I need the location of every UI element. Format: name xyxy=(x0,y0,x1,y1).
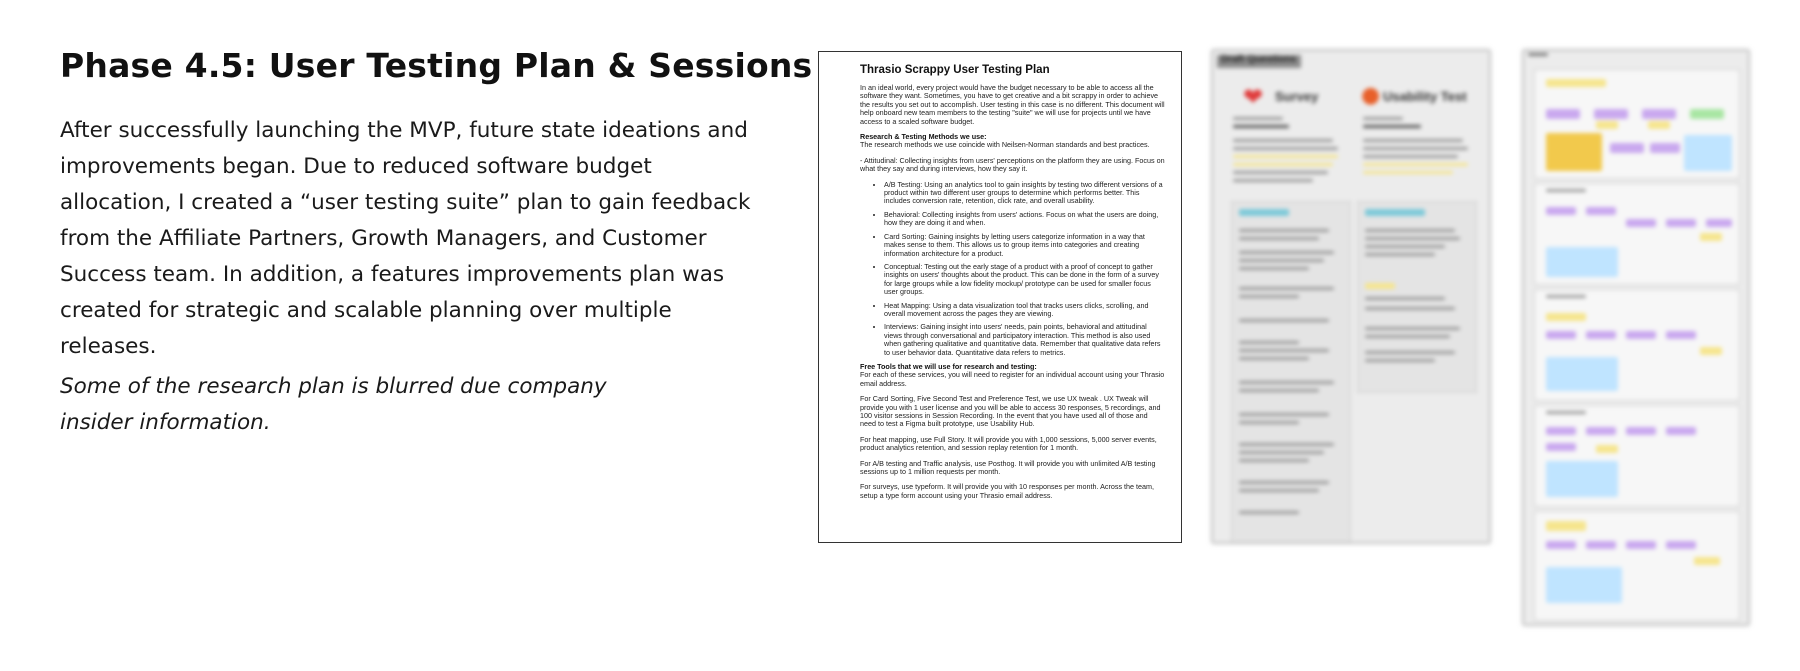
text-line xyxy=(1239,389,1319,392)
text-line xyxy=(1239,237,1319,240)
sticky-note xyxy=(1626,427,1656,435)
usability-test-label: Usability Test xyxy=(1383,89,1467,104)
sticky-note xyxy=(1546,133,1602,171)
sticky-note xyxy=(1666,541,1696,549)
text-line xyxy=(1233,139,1333,142)
tools-heading: Free Tools that we will use for research and testing: xyxy=(860,361,1037,371)
sticky-note xyxy=(1546,427,1576,435)
column-header-chip xyxy=(1239,209,1289,216)
drop-icon: ● xyxy=(1361,83,1381,108)
board-tag xyxy=(1528,53,1548,56)
text-line xyxy=(1363,155,1458,158)
group-title xyxy=(1546,411,1586,414)
method-item: • Behavioral: Collecting insights from users' actions. Focus on what the users are doing, how they are doing it and when. xyxy=(884,211,1165,228)
text-line xyxy=(1365,229,1455,232)
sticky-note xyxy=(1642,109,1676,119)
text-line xyxy=(1363,117,1403,120)
sticky-note xyxy=(1586,331,1616,339)
group-title xyxy=(1546,295,1586,298)
sticky-note xyxy=(1684,135,1732,171)
text-line xyxy=(1365,359,1435,362)
text-line xyxy=(1365,245,1445,248)
method-item: • Heat Mapping: Using a data visualization tool that tracks users clicks, scrolling, and overall movement across the pages they are viewing. xyxy=(884,302,1165,319)
draft-questions-label: Draft Questions xyxy=(1221,54,1297,65)
sticky-note xyxy=(1594,109,1628,119)
text-line xyxy=(1239,413,1329,416)
board-label-tag xyxy=(1217,55,1301,68)
sticky-note xyxy=(1610,143,1644,153)
text-line xyxy=(1239,443,1334,446)
text-line xyxy=(1233,179,1313,182)
sticky-note xyxy=(1694,557,1720,565)
text-line xyxy=(1239,451,1324,454)
sticky-note xyxy=(1546,79,1606,87)
sticky-note xyxy=(1650,143,1680,153)
sticky-note xyxy=(1648,121,1670,129)
sticky-note xyxy=(1626,541,1656,549)
text-line xyxy=(1239,481,1329,484)
text-line xyxy=(1239,381,1334,384)
highlight-line xyxy=(1363,163,1468,166)
text-line xyxy=(1365,335,1450,338)
text-line xyxy=(1365,327,1460,330)
text-line xyxy=(1239,421,1299,424)
sticky-note xyxy=(1690,109,1724,119)
sticky-note xyxy=(1666,427,1696,435)
sticky-note xyxy=(1700,233,1722,241)
sticky-note xyxy=(1596,121,1618,129)
intro-paragraph: After successfully launching the MVP, future state ideations and improvements began. Due to reduced software budget allocation, I created a “user testing suite” plan to gain feedback from the Affiliate Partners, Growth Managers, and Customer Success team. In addition, a features improvements plan was created for strategic and scalable planning over multiple releases. xyxy=(60,118,751,359)
highlight-line xyxy=(1363,171,1453,174)
blur-disclaimer: Some of the research plan is blurred due company insider information. xyxy=(60,374,607,435)
tool-paragraph: For heat mapping, use Full Story. It will provide you with 1,000 sessions, 5,000 server events, product analytics retention, and session replay retention for 1 month. xyxy=(860,434,1157,453)
page-title: Phase 4.5: User Testing Plan & Sessions xyxy=(60,46,813,85)
document-intro: In an ideal world, every project would have the budget necessary to be able to access all the software they want. Sometimes, you have to get creative and a bit scrappy in order to achieve the results you set out to accomplish. User testing in this case is no different. This document will help onboard new team members to the testing "suite" we will use for projects until we have access to a scaled software budget. xyxy=(860,83,1165,126)
method-item: • A/B Testing: Using an analytics tool to gain insights by testing two different versions of a product within two different user groups to determine which performs better. This includes conversion rate, retention, click rate, and overall usability. xyxy=(884,181,1165,206)
sticky-note xyxy=(1666,219,1696,227)
sticky-note xyxy=(1586,541,1616,549)
highlight-line xyxy=(1233,163,1333,166)
method-item: • Interviews: Gaining insight into users' needs, pain points, behavioral and attitudinal views through conversational and participatory interaction. This method is also used when gathering qualitative and quantitative data. Remember that qualitative data refers to user behavior data. Quantitative data refers to metrics. xyxy=(884,323,1165,357)
sticky-note xyxy=(1546,521,1586,531)
sticky-note xyxy=(1546,461,1618,497)
sticky-note xyxy=(1546,109,1580,119)
sticky-note xyxy=(1546,247,1618,277)
tools-intro: For each of these services, you will need to register for an individual account using your Thrasio email address. xyxy=(860,370,1165,388)
text-line xyxy=(1239,267,1309,270)
text-line xyxy=(1363,125,1421,128)
text-line xyxy=(1365,351,1455,354)
text-line xyxy=(1239,459,1309,462)
survey-label: Survey xyxy=(1275,89,1319,104)
attitudinal-text: - Attitudinal: Collecting insights from users' perceptions on the platform they are using. Focus on what they say and during interviews, how they say it. xyxy=(860,155,1165,174)
sticky-note xyxy=(1666,331,1696,339)
text-line xyxy=(1239,489,1319,492)
sticky-note xyxy=(1546,357,1618,391)
sticky-note xyxy=(1626,219,1656,227)
text-line xyxy=(1239,357,1309,360)
text-line xyxy=(1239,229,1329,232)
text-line xyxy=(1233,117,1283,120)
column-header-chip xyxy=(1365,209,1425,216)
text-line xyxy=(1233,147,1338,150)
text-line xyxy=(1363,139,1463,142)
text-line xyxy=(1239,511,1299,514)
text-line xyxy=(1233,125,1289,128)
text-line xyxy=(1239,319,1329,322)
sticky-note xyxy=(1546,443,1576,451)
sticky-note xyxy=(1546,313,1586,321)
group-title xyxy=(1546,189,1586,192)
text-line xyxy=(1365,297,1445,300)
sticky-note xyxy=(1700,347,1722,355)
sticky-note xyxy=(1586,427,1616,435)
draft-questions-board xyxy=(1212,50,1490,543)
text-line xyxy=(1239,349,1329,352)
affinity-map-board xyxy=(1523,50,1749,625)
sticky-note xyxy=(1626,331,1656,339)
text-line xyxy=(1365,253,1435,256)
sticky-note xyxy=(1546,541,1576,549)
methods-intro: The research methods we use coincide with Neilsen-Norman standards and best practices. xyxy=(860,140,1150,150)
tool-paragraph: For Card Sorting, Five Second Test and Preference Test, we use UX tweak . UX Tweak will provide you with 1 user license and you will be able to access 30 responses, 5 recordings, and 100 visitor sessions in Session Recording. In the event that you have used all of those and need to test a Figma built prototype, use Usability Hub. xyxy=(860,394,1161,429)
text-line xyxy=(1363,147,1468,150)
tool-paragraph: For A/B testing and Traffic analysis, use Posthog. It will provide you with unlimited A/B testing sessions up to 1 million requests per month. xyxy=(860,458,1156,477)
sticky-note xyxy=(1586,207,1616,215)
text-line xyxy=(1239,341,1299,344)
highlight-chip xyxy=(1365,283,1395,289)
method-item: • Card Sorting: Gaining insights by letting users categorize information in a way that makes sense to them. This allows us to group items into categories and creating information architecture for a product. xyxy=(884,233,1165,258)
heart-icon: ❤ xyxy=(1243,83,1264,111)
text-line xyxy=(1233,171,1328,174)
text-line xyxy=(1239,295,1299,298)
text-line xyxy=(1239,259,1324,262)
sticky-note xyxy=(1546,331,1576,339)
text-line xyxy=(1365,237,1460,240)
text-line xyxy=(1239,251,1334,254)
sticky-note xyxy=(1546,207,1576,215)
sticky-note xyxy=(1546,567,1622,603)
tool-paragraph: For surveys, use typeform. It will provide you with 10 responses per month. Across the team, setup a type form account using your Thrasio email address. xyxy=(860,482,1155,500)
sticky-note xyxy=(1706,219,1732,227)
text-line xyxy=(1365,307,1455,310)
sticky-note xyxy=(1596,445,1618,453)
methods-heading: Research & Testing Methods we use: xyxy=(860,132,987,142)
methods-list xyxy=(860,181,1165,357)
method-item: • Conceptual: Testing out the early stage of a product with a proof of concept to gather insights on users' thoughts about the product. This can be done in the form of a survey for large groups while a low fidelity mockup/ prototype can be used for smaller focus user groups. xyxy=(884,263,1165,297)
testing-plan-document xyxy=(818,51,1182,543)
document-title: Thrasio Scrappy User Testing Plan xyxy=(860,64,1050,76)
text-line xyxy=(1239,287,1334,290)
highlight-line xyxy=(1233,155,1338,158)
